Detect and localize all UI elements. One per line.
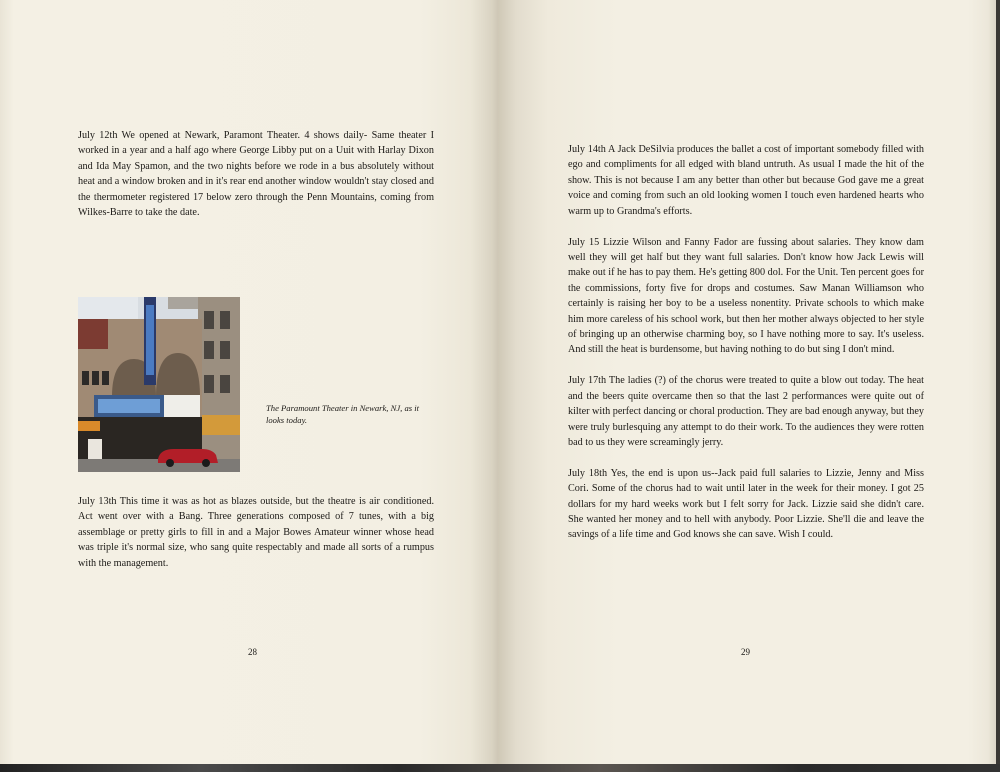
book-edge bbox=[996, 0, 1000, 772]
journal-entry-july-18: July 18th Yes, the end is upon us--Jack paid full salaries to Lizzie, Jenny and Miss Cori. Some of the chorus had to wait until later in the week for their money. I got 25 dollars for my hard weeks work but I felt sorry for Jack. Lizzie said she didn't care. She wanted her money and to hell with anybody. Poor Lizzie. She'll die and leave the savings of a life time and God knows she can save. Wish I could. bbox=[568, 467, 924, 541]
journal-entry-july-17: July 17th The ladies (?) of the chorus were treated to quite a blow out today. The heat and the beers quite overcame then so that the last 2 performances were quite out of kilter with perfect dancing or choral production. They are bad enough anyway, but they were truly burlesquing any attempt to do their work. To the audiences they were rotten bad to us they were screamingly jerry. bbox=[568, 375, 924, 448]
left-page bbox=[0, 0, 502, 764]
right-page bbox=[498, 0, 996, 764]
entry-text: July 12th We opened at Newark, Paramont Theater. 4 shows daily- Same theater I worked in a year and a half ago where George Libby put on a Uuit with Harlay Dixon and Ida May Spamon, and the two nights before we rode in a bus absolutely without heat and a window broken and in it's rear end another window wouldn't stay closed and the thermometer registered 17 below zero through the Penn Mountains, coming from Wilkes-Barre to take the date. bbox=[78, 130, 434, 219]
paramount-theater-image bbox=[78, 297, 240, 472]
page-number: 29 bbox=[741, 647, 750, 657]
entry-text: July 13th This time it was as hot as blazes outside, but the theatre is air conditioned. Act went over with a Bang. Three generations composed of 7 tunes, with a big assemblage or pretty girls to fill in and a Major Bowes Amateur winner whose head was triple it's normal size, who sang quite respectably and made all sorts of a rumpus with the management. bbox=[78, 496, 434, 569]
page-number: 28 bbox=[248, 647, 257, 657]
scan-edge bbox=[0, 764, 1000, 772]
journal-entry-july-12 bbox=[78, 128, 434, 220]
photo-caption: The Paramount Theater in Newark, NJ, as it looks today. bbox=[266, 403, 420, 425]
journal-entries-right bbox=[568, 142, 924, 558]
journal-entry-july-13 bbox=[78, 494, 434, 571]
journal-entry-july-15: July 15 Lizzie Wilson and Fanny Fador are fussing about salaries. They know dam well they will get half but they want full salaries. Don't know how Jack Lewis will make out if he has to pay them. He's getting 800 dol. For the Unit. Ten percent goes for the commissions, forty five for drops and costumes. Saw Manan Williamson who certainly is raising her boy to be a useless nonentity. Private schools to which make him more careless of his school work, but then her mother always objected to her style of bringing up an otherwise charming boy, so I have nothing more to say. It's useless. And still the heat is burdensome, but having nothing to do but sing I don't mind. bbox=[568, 236, 924, 356]
theater-photo bbox=[78, 297, 240, 472]
journal-entry-july-14: July 14th A Jack DeSilvia produces the ballet a cost of important somebody filled with ego and compliments for all edged with bland untruth. As usual I made the hit of the show. This is not because I am any better than other but because God gave me a great voice and coming from such an old looking women I touch even hardened hearts who warm up to Grandma's efforts. bbox=[568, 144, 924, 217]
